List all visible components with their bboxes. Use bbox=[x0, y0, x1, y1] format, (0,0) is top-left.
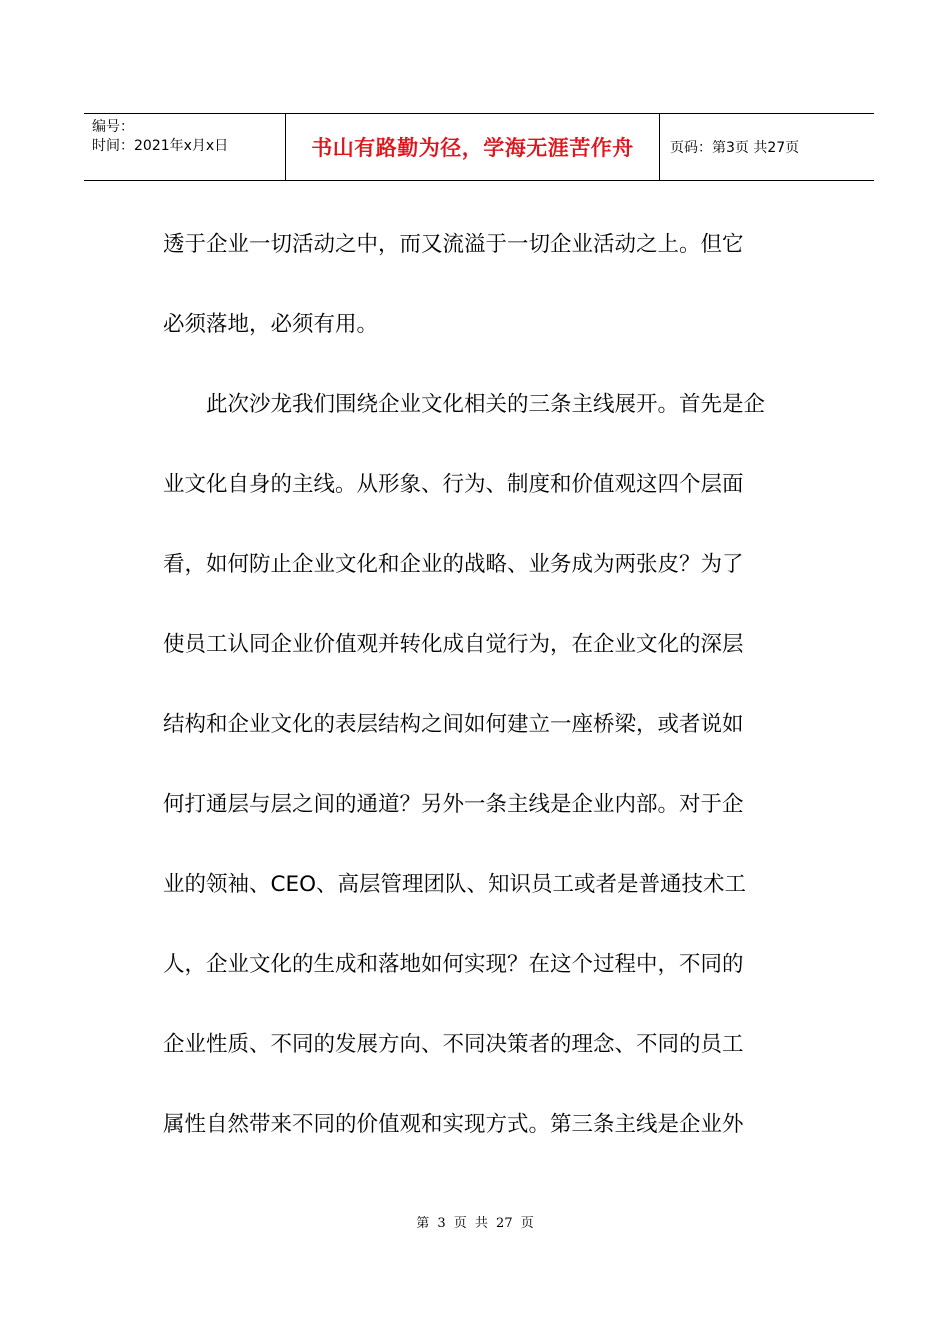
number-label: 编号： bbox=[92, 119, 134, 135]
body-line: 业文化自身的主线。从形象、行为、制度和价值观这四个层面 bbox=[163, 472, 744, 497]
body-line: 必须落地，必须有用。 bbox=[163, 312, 379, 337]
document-body bbox=[163, 205, 803, 1165]
body-line: 透于企业一切活动之中，而又流溢于一切企业活动之上。但它 bbox=[163, 232, 744, 257]
body-line: 属性自然带来不同的价值观和实现方式。第三条主线是企业外 bbox=[163, 1112, 744, 1137]
document-header bbox=[84, 113, 874, 181]
page-footer: 第 3 页 共 27 页 bbox=[416, 1216, 534, 1231]
body-line: 结构和企业文化的表层结构之间如何建立一座桥梁，或者说如 bbox=[163, 712, 744, 737]
body-line: 人，企业文化的生成和落地如何实现？在这个过程中，不同的 bbox=[163, 952, 744, 977]
time-label: 时间：2021年x月x日 bbox=[92, 138, 229, 154]
header-meta-cell bbox=[84, 114, 286, 180]
body-line: 使员工认同企业价值观并转化成自觉行为，在企业文化的深层 bbox=[163, 632, 744, 657]
body-line: 何打通层与层之间的通道？另外一条主线是企业内部。对于企 bbox=[163, 792, 744, 817]
header-motto: 书山有路勤为径，学海无涯苦作舟 bbox=[286, 114, 660, 180]
body-line: 此次沙龙我们围绕企业文化相关的三条主线展开。首先是企 bbox=[163, 392, 766, 417]
body-line: 企业性质、不同的发展方向、不同决策者的理念、不同的员工 bbox=[163, 1032, 744, 1057]
header-page-label: 页码：第3页 共27页 bbox=[670, 140, 800, 156]
body-line: 看，如何防止企业文化和企业的战略、业务成为两张皮？为了 bbox=[163, 552, 744, 577]
body-line: 业的领袖、CEO、高层管理团队、知识员工或者是普通技术工 bbox=[163, 872, 747, 897]
